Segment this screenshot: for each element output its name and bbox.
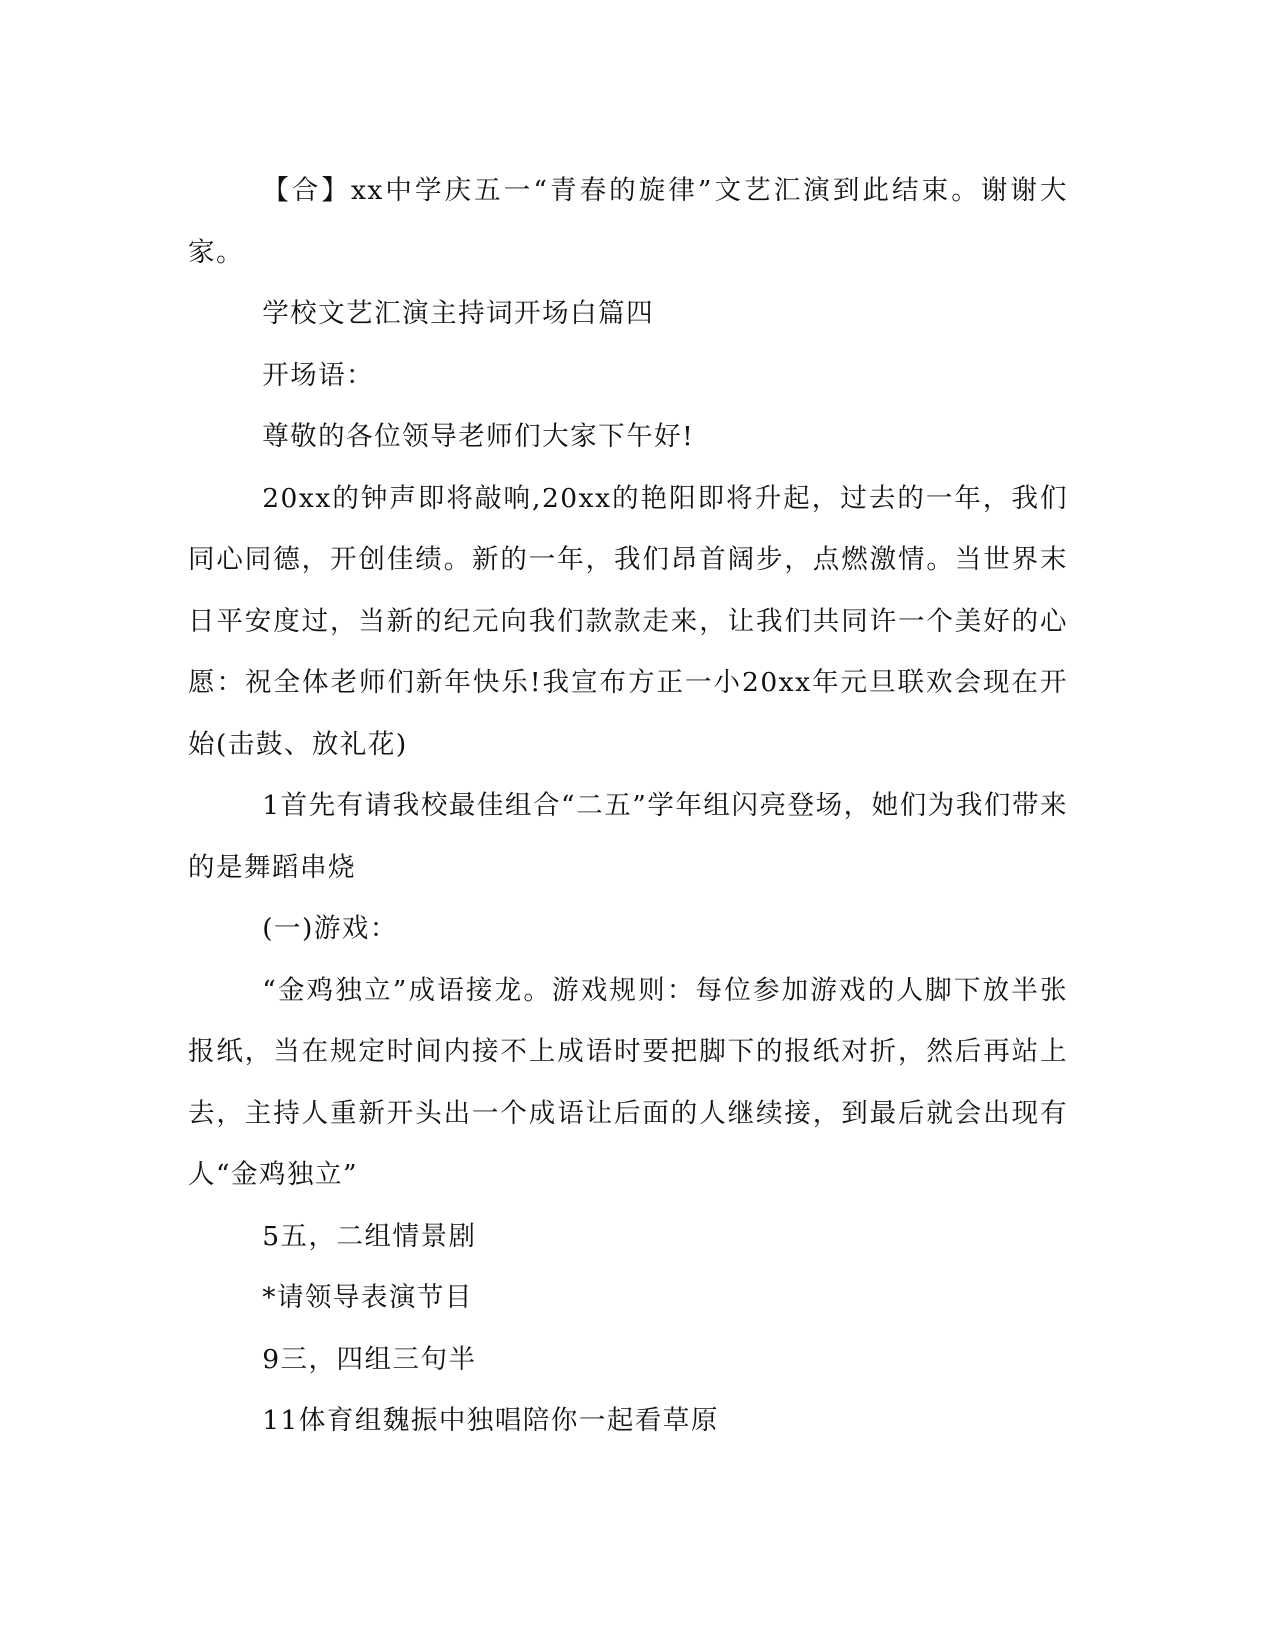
paragraph-item-1: 1首先有请我校最佳组合“二五”学年组闪亮登场，她们为我们带来的是舞蹈串烧 — [188, 790, 1068, 883]
paragraph-greeting: 尊敬的各位领导老师们大家下午好! — [262, 421, 695, 452]
paragraph-item-5: 5五，二组情景剧 — [262, 1220, 477, 1252]
document-body — [188, 160, 1068, 1452]
paragraph-closing: 【合】xx中学庆五一“青春的旋律”文艺汇演到此结束。谢谢大家。 — [188, 175, 1068, 268]
paragraph-game-rules: “金鸡独立”成语接龙。游戏规则：每位参加游戏的人脚下放半张报纸，当在规定时间内接不上成语时要把脚下的报纸对折，然后再站上去，主持人重新开头出一个成语让后面的人继续接，到最后就会出现有人“金鸡独立” — [188, 974, 1068, 1190]
section-heading: 学校文艺汇演主持词开场白篇四 — [262, 298, 655, 329]
paragraph-new-year: 20xx的钟声即将敲响,20xx的艳阳即将升起，过去的一年，我们同心同德，开创佳绩。新的一年，我们昂首阔步，点燃激情。当世界末日平安度过，当新的纪元向我们款款走来，让我们共同许一个美好的心愿：祝全体老师们新年快乐!我宣布方正一小20xx年元旦联欢会现在开始(击鼓、放礼花) — [188, 482, 1068, 760]
paragraph-opening-label: 开场语： — [262, 359, 375, 391]
paragraph-leaders: *请领导表演节目 — [262, 1282, 473, 1313]
paragraph-item-11: 11体育组魏振中独唱陪你一起看草原 — [262, 1405, 719, 1436]
paragraph-item-9: 9三，四组三句半 — [262, 1343, 477, 1375]
paragraph-game-heading: (一)游戏： — [262, 913, 398, 944]
